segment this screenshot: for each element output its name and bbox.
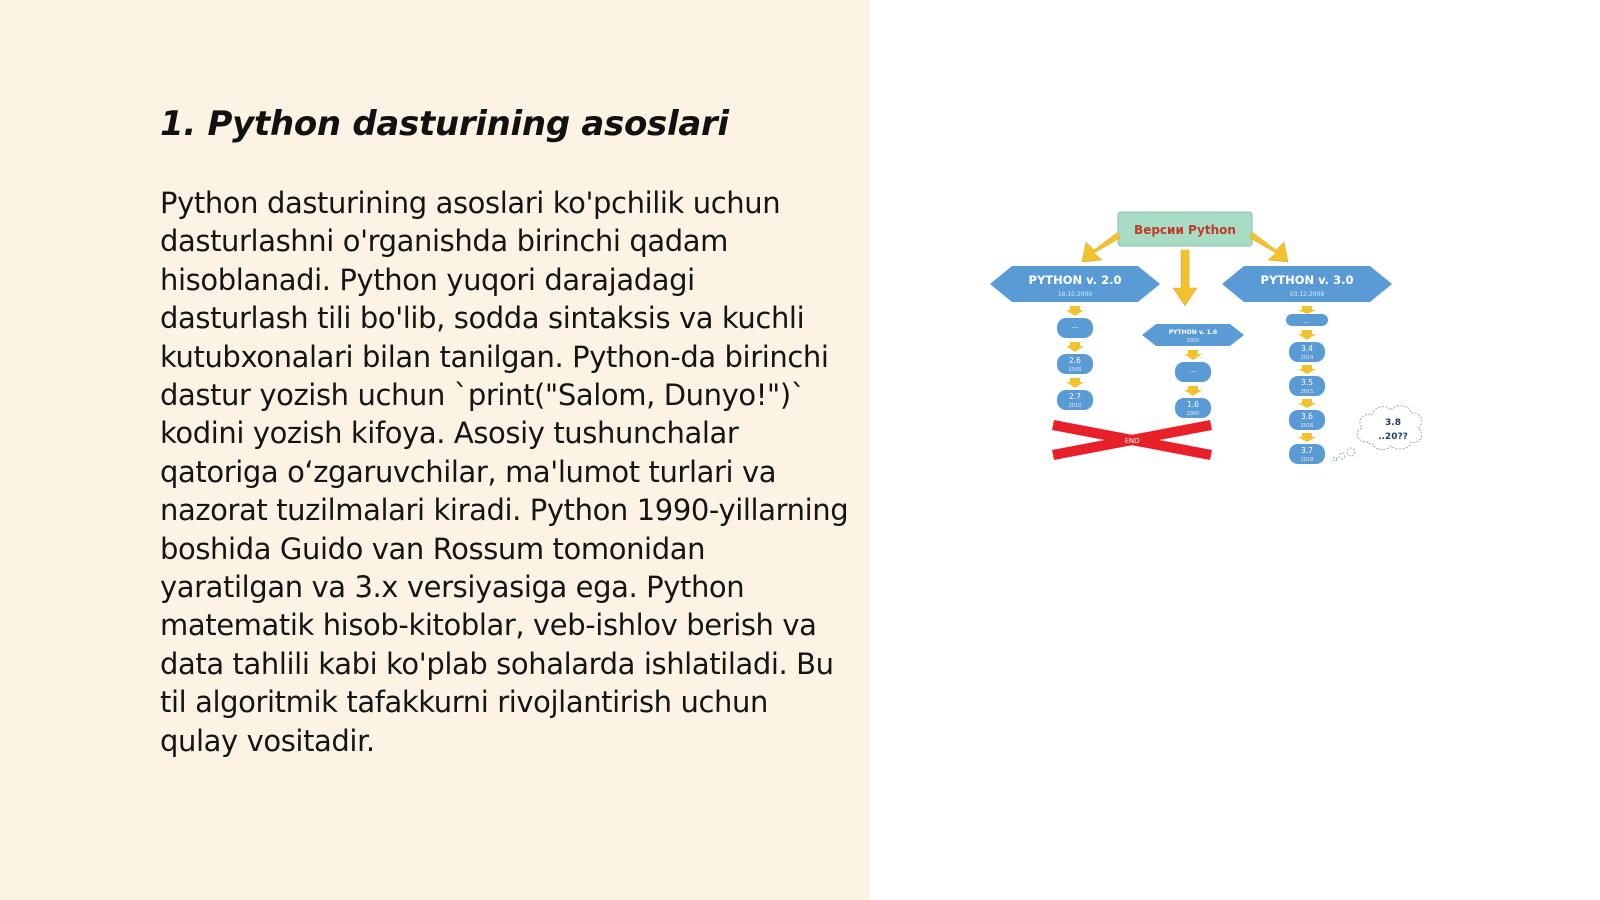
v3-node-2-version: 3.4	[1301, 344, 1313, 353]
v3-node-1-version: ...	[1304, 318, 1310, 325]
mid-node-2-version: 1.6	[1187, 400, 1199, 409]
mid-node-1-version: ...	[1189, 365, 1197, 374]
arrow-small	[1066, 306, 1084, 316]
arrow-small	[1298, 330, 1316, 340]
v3-node-3-version: 3.5	[1301, 378, 1313, 387]
root-node-label: Версии Python	[1134, 223, 1236, 237]
arrow-small	[1298, 365, 1316, 374]
arrow-right	[1250, 232, 1288, 262]
arrow-left	[1082, 232, 1120, 262]
v3-node-2-year: 2014	[1300, 355, 1314, 361]
cloud-line-2: ..20??	[1378, 432, 1408, 442]
v3-node-4-year: 2016	[1300, 423, 1314, 429]
branch-mid-label: PYTHON v. 1.6	[1168, 329, 1218, 336]
arrow-small	[1184, 350, 1202, 360]
v2-node-3-version: 2.7	[1069, 392, 1081, 401]
branch-v2-label: PYTHON v. 2.0	[1028, 273, 1122, 287]
branch-v3-label: PYTHON v. 3.0	[1260, 273, 1354, 287]
python-versions-diagram	[990, 210, 1450, 490]
mid-node-2-year: 2000	[1186, 411, 1200, 417]
v2-node-3-year: 2010	[1068, 403, 1082, 409]
arrow-small	[1298, 399, 1316, 408]
slide-body-text: Python dasturining asoslari ko'pchilik uchun dasturlashni o'rganishda birinchi qadam hisoblanadi. Python yuqori darajadagi dasturlash tili bo'lib, sodda sintaksis va kuchli kutubxonalari bilan tanilgan. Python-da birinchi dastur yozish uchun `print("Salom, Dunyo!")` kodini yozish kifoya. Asosiy tushunchalar qatoriga o‘zgaruvchilar, ma'lumot turlari va nazorat tuzilmalari kiradi. Python 1990-yillarning boshida Guido van Rossum tomonidan yaratilgan va 3.x versiyasiga ega. Python matematik hisob-kitoblar, veb-ishlov berish va data tahlili kabi ko'plab sohalarda ishlatiladi. Bu til algoritmik tafakkurni rivojlantirish uchun qulay vositadir.	[160, 186, 849, 758]
v3-node-3-year: 2015	[1300, 389, 1314, 395]
branch-v3-date: 03.12.2008	[1289, 291, 1325, 298]
v3-node-5-version: 3.7	[1301, 446, 1313, 455]
v2-node-2-version: 2.6	[1069, 356, 1081, 365]
end-label: END	[1124, 437, 1140, 445]
slide-title: 1. Python dasturining asoslari	[160, 104, 729, 144]
branch-v2-date: 16.10.2000	[1057, 291, 1093, 298]
cloud-line-1: 3.8	[1385, 418, 1401, 428]
v3-node-5-year: 2018	[1300, 457, 1314, 463]
arrow-down	[1173, 250, 1197, 306]
branch-mid-date: 2000	[1186, 338, 1200, 344]
arrow-small	[1298, 433, 1316, 442]
v2-node-1-version: ...	[1071, 321, 1079, 330]
arrow-small	[1066, 342, 1084, 352]
arrow-small	[1184, 386, 1202, 396]
arrow-small	[1298, 306, 1316, 314]
v3-node-4-version: 3.6	[1301, 412, 1313, 421]
arrow-small	[1066, 378, 1084, 388]
v2-node-2-year: 2008	[1068, 367, 1082, 373]
